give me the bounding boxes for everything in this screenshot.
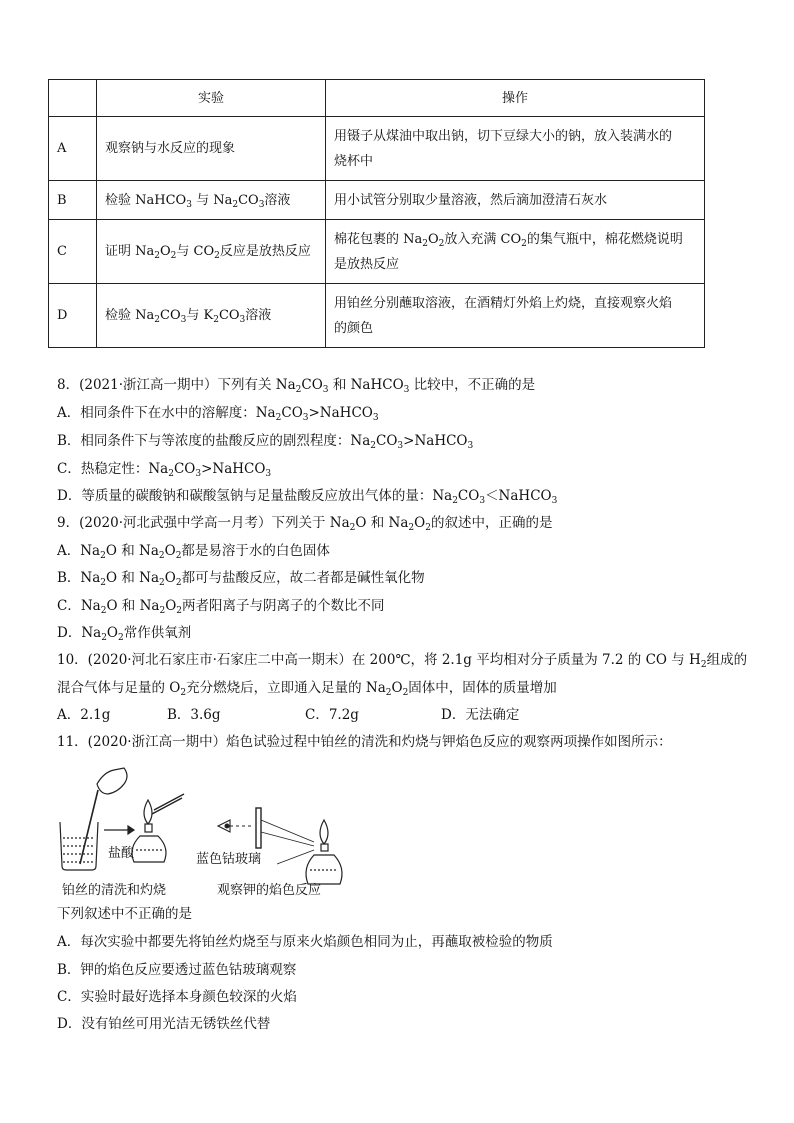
beaker-icon xyxy=(60,822,98,870)
row-experiment: 检验 $Na_2CO_3$与 $K_2CO_3$溶液 xyxy=(97,284,326,348)
row-label: B xyxy=(49,181,97,220)
q10-option-d: D．无法确定 xyxy=(441,707,520,723)
fig-caption-left: 铂丝的清洗和灼烧 xyxy=(62,883,167,898)
table-row xyxy=(49,220,705,284)
experiment-table xyxy=(48,79,705,348)
q8-option-b: B．相同条件下与等浓度的盐酸反应的剧烈程度：$Na_2CO_3>NaHCO_3$ xyxy=(57,433,474,451)
q10-option-a: A．2.1g xyxy=(57,707,111,723)
table-row xyxy=(49,284,705,348)
q10-options xyxy=(57,706,551,724)
q11-ask: 下列叙述中不正确的是 xyxy=(57,906,192,922)
row-experiment: 观察钠与水反应的现象 xyxy=(97,117,326,181)
eye-icon xyxy=(218,820,252,832)
row-label: C xyxy=(49,220,97,284)
q11-option-b: B．钾的焰色反应要透过蓝色钴玻璃观察 xyxy=(57,962,297,978)
fig-acid-label: 盐酸 xyxy=(108,846,135,861)
table-row xyxy=(49,117,705,181)
q8-stem: 8．(2021·浙江高一期中）下列有关 $Na_2CO_3$ 和 NaHCO$_3$ 比较中，不正确的是 xyxy=(57,377,536,395)
alcohol-lamp-icon xyxy=(306,820,342,884)
alcohol-lamp-icon xyxy=(132,794,184,862)
table-header-row xyxy=(49,80,705,117)
q11-stem: 11．(2020·浙江高一期中）焰色试验过程中铂丝的清洗和灼烧与钾焰色反应的观察两项操作如图所示： xyxy=(57,734,672,750)
table-row xyxy=(49,181,705,220)
row-operation: 棉花包裹的 $Na_2O_2$放入充满 $CO_2$的集气瓶中，棉花燃烧说明 是放热反应 xyxy=(326,220,705,284)
fig-caption-right: 观察钾的焰色反应 xyxy=(217,883,322,898)
q9-option-b: B．$Na_2O$ 和 $Na_2O_2$都可与盐酸反应，故二者都是碱性氧化物 xyxy=(57,570,425,588)
q11-option-d: D．没有铂丝可用光洁无锈铁丝代替 xyxy=(57,1016,271,1032)
table-header-operation: 操作 xyxy=(326,80,705,117)
row-experiment: 检验 NaHCO$_3$ 与 $Na_2CO_3$溶液 xyxy=(97,181,326,220)
cobalt-glass-icon xyxy=(256,808,314,864)
row-experiment: 证明 $Na_2O_2$与 $CO_2$反应是放热反应 xyxy=(97,220,326,284)
q8-option-c: C．热稳定性：$Na_2CO_3>NaHCO_3$ xyxy=(57,461,272,479)
q9-option-d: D．$Na_2O_2$常作供氧剂 xyxy=(57,625,192,643)
flame-test-figure xyxy=(52,762,382,902)
q9-stem: 9．(2020·河北武强中学高一月考）下列关于 $Na_2O$ 和 $Na_2O_2$的叙述中，正确的是 xyxy=(57,515,553,533)
q11-option-a: A．每次实验中都要先将铂丝灼烧至与原来火焰颜色相同为止，再蘸取被检验的物质 xyxy=(57,934,553,950)
q8-option-d: D．等质量的碳酸钠和碳酸氢钠与足量盐酸反应放出气体的量：$Na_2CO_3<NaHCO_3$ xyxy=(57,488,558,506)
q9-option-c: C．$Na_2O$ 和 $Na_2O_2$两者阳离子与阴离子的个数比不同 xyxy=(57,598,385,616)
q8-option-a: A．相同条件下在水中的溶解度：$Na_2CO_3>NaHCO_3$ xyxy=(57,405,379,423)
q10-option-b: B．3.6g xyxy=(167,707,221,723)
q10-stem-line1: 10．(2020·河北石家庄市·石家庄二中高一期末）在 200℃，将 2.1g 平均相对分子质量为 7.2 的 CO 与 $H_2$组成的 xyxy=(57,652,748,670)
arrow-right-icon xyxy=(104,826,134,834)
row-operation: 用镊子从煤油中取出钠，切下豆绿大小的钠，放入装满水的 烧杯中 xyxy=(326,117,705,181)
row-label: D xyxy=(49,284,97,348)
row-label: A xyxy=(49,117,97,181)
q11-option-c: C．实验时最好选择本身颜色较深的火焰 xyxy=(57,989,297,1005)
q10-option-c: C．7.2g xyxy=(305,707,359,723)
table-header-blank xyxy=(49,80,97,117)
table-header-experiment: 实验 xyxy=(97,80,326,117)
row-operation: 用小试管分别取少量溶液，然后滴加澄清石灰水 xyxy=(326,181,705,220)
row-operation: 用铂丝分别蘸取溶液，在酒精灯外焰上灼烧，直接观察火焰 的颜色 xyxy=(326,284,705,348)
fig-glass-label: 蓝色钴玻璃 xyxy=(196,852,262,867)
q10-stem-line2: 混合气体与足量的 $O_2$充分燃烧后，立即通入足量的 $Na_2O_2$固体中，固体的质量增加 xyxy=(57,680,557,698)
q9-option-a: A．$Na_2O$ 和 $Na_2O_2$都是易溶于水的白色固体 xyxy=(57,543,330,561)
